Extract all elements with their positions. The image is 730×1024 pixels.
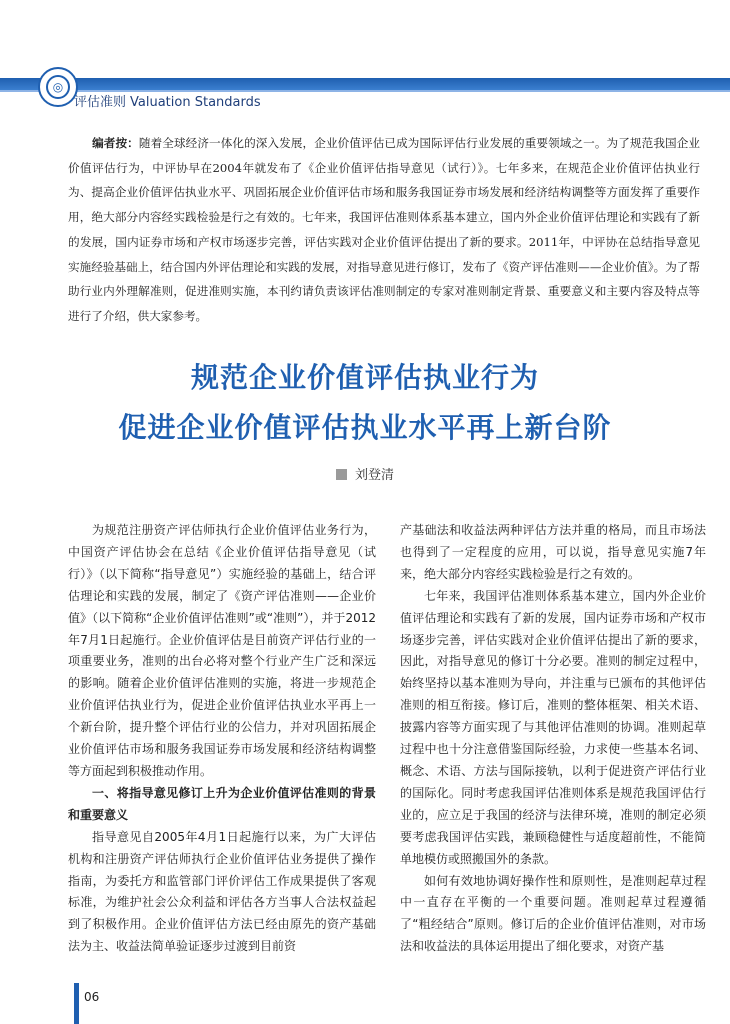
editor-note-text: 随着全球经济一体化的深入发展，企业价值评估已成为国际评估行业发展的重要领域之一。为了规范我国企业价值评估行为，中评协早在2004年就发布了《企业价值评估指导意见（试行）》。七年多来，在规范企业价值评估执业行为、提高企业价值评估执业水平、巩固拓展企业价值评估市场和服务我国证券市场发展和经济结构调整等方面发挥了重要作用，绝大部分内容经实践检验是行之有效的。七年来，我国评估准则体系基本建立，国内外企业价值评估理论和实践有了新的发展，国内证券市场和产权市场逐步完善，评估实践对企业价值评估提出了新的要求。2011年，中评协在总结指导意见实施经验基础上，结合国内外评估理论和实践的发展，对指导意见进行修订，发布了《资产评估准则——企业价值》。为了帮助行业内外理解准则，促进准则实施，本刊约请负责该评估准则制定的专家对准则制定背景、重要意义和主要内容及特点等进行了介绍，供大家参考。 — [68, 136, 700, 323]
page-number: 06 — [84, 990, 100, 1004]
byline-square-icon — [336, 469, 347, 480]
page-number-bar — [74, 983, 79, 1024]
article-title-line1: 规范企业价值评估执业行为 — [190, 361, 539, 394]
left-paragraph-1: 为规范注册资产评估师执行企业价值评估业务行为，中国资产评估协会在总结《企业价值评估指导意见（试行）》（以下简称“指导意见”）实施经验的基础上，结合评估理论和实践的发展，制定了《资产评估准则——企业价值》（以下简称“企业价值评估准则”或“准则”），并于2012年7月1日起施行。企业价值评估是目前资产评估行业的一项重要业务，准则的出台必将对整个行业产生广泛和深远的影响。随着企业价值评估准则的实施，将进一步规范企业价值评估执业行为，促进企业价值评估执业水平再上一个新台阶，提升整个评估行业的公信力，并对巩固拓展企业价值评估市场和服务我国证券市场发展和经济结构调整等方面起到积极推动作用。 — [68, 523, 376, 778]
section-label-cn: 评估准则 — [74, 95, 127, 110]
section-heading-1: 一、将指导意见修订上升为企业价值评估准则的背景和重要意义 — [68, 785, 376, 822]
author-name: 刘登清 — [354, 468, 394, 483]
section-label-en: Valuation Standards — [130, 95, 261, 110]
right-paragraph-1: 七年来，我国评估准则体系基本建立，国内外企业价值评估理论和实践有了新的发展，国内证券市场和产权市场逐步完善，评估实践对企业价值评估提出了新的要求，因此，对指导意见的修订十分必要。准则的制定过程中，始终坚持以基本准则为导向，并注重与已颁布的其他评估准则的相互衔接。修订后，准则的整体框架、相关术语、披露内容等方面实现了与其他评估准则的协调。准则起草过程中也十分注意借鉴国际经验，力求使一些基本名词、概念、术语、方法与国际接轨，以利于促进资产评估行业的国际化。同时考虑我国评估准则体系是规范我国评估行业的，应立足于我国的经济与法律环境，准则的制定必须要考虑我国评估实践，兼顾稳健性与适度超前性，不能简单地模仿或照搬国外的条款。 — [400, 588, 706, 866]
right-paragraph-2: 如何有效地协调好操作性和原则性，是准则起草过程中一直存在平衡的一个重要问题。准则起草过程遵循了“粗经结合”原则。修订后的企业价值评估准则，对市场法和收益法的具体运用提出了细化要求，对资产基 — [400, 873, 706, 954]
logo-emblem-icon: ◎ — [46, 75, 70, 99]
editor-note — [68, 131, 700, 329]
section-label — [74, 91, 261, 110]
left-column — [68, 520, 376, 958]
header-bar — [0, 78, 730, 90]
association-logo-icon — [38, 67, 78, 107]
editor-note-label: 编者按： — [92, 136, 139, 150]
right-column — [400, 520, 706, 958]
article-title-line2: 促进企业价值评估执业水平再上新台阶 — [118, 411, 612, 444]
author-byline — [0, 464, 730, 483]
left-paragraph-2: 指导意见自2005年4月1日起施行以来，为广大评估机构和注册资产评估师执行企业价值评估业务提供了操作指南，为委托方和监管部门评价评估工作成果提供了客观标准，为维护社会公众利益和评估各方当事人合法权益起到了积极作用。企业价值评估方法已经由原先的资产基础法为主、收益法简单验证逐步过渡到目前资 — [68, 829, 376, 954]
right-paragraph-0: 产基础法和收益法两种评估方法并重的格局，而且市场法也得到了一定程度的应用，可以说，指导意见实施7年来，绝大部分内容经实践检验是行之有效的。 — [400, 523, 706, 581]
